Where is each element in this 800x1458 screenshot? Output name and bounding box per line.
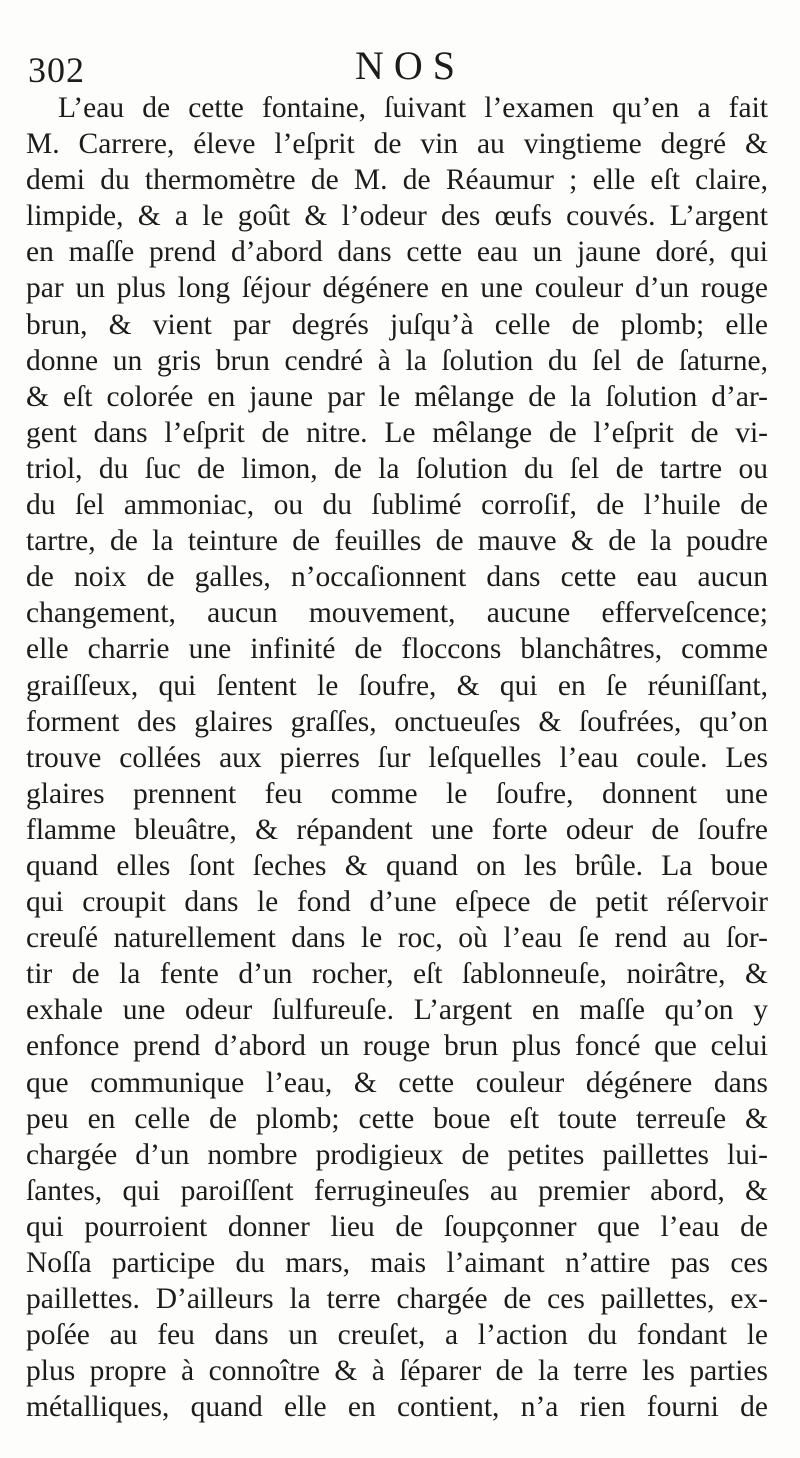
text-line: limpide, & a le goût & l’odeur des œufs couvés. L’argent <box>26 200 768 233</box>
text-line: métalliques, quand elle en contient, n’a rien fourni de <box>26 1391 768 1424</box>
text-line: M. Carrere, éleve l’eſprit de vin au vingtieme degré & <box>26 128 768 161</box>
text-line: tartre, de la teinture de feuilles de mauve & de la poudre <box>26 525 768 558</box>
text-line: creuſé naturellement dans le roc, où l’eau ſe rend au ſor- <box>26 922 768 955</box>
text-line: forment des glaires graſſes, onctueuſes & ſoufrées, qu’on <box>26 705 768 738</box>
text-line: brun, & vient par degrés juſqu’à celle de plomb; elle <box>26 308 768 341</box>
text-line: paillettes. D’ailleurs la terre chargée de ces paillettes, ex- <box>26 1283 768 1316</box>
text-line: flamme bleuâtre, & répandent une forte odeur de ſoufre <box>26 813 768 846</box>
text-line: qui croupit dans le fond d’une eſpece de petit réſervoir <box>26 886 768 919</box>
text-line: & eſt colorée en jaune par le mêlange de la ſolution d’ar- <box>26 380 768 413</box>
text-line: que communique l’eau, & cette couleur dégénere dans <box>26 1066 768 1099</box>
text-line: triol, du ſuc de limon, de la ſolution du ſel de tartre ou <box>26 452 768 485</box>
text-line: de noix de galles, n’occaſionnent dans cette eau aucun <box>26 561 768 594</box>
text-line: poſée au feu dans un creuſet, a l’action du fondant le <box>26 1319 768 1352</box>
text-line: gent dans l’eſprit de nitre. Le mêlange de l’eſprit de vi- <box>26 416 768 449</box>
text-line: exhale une odeur ſulfureuſe. L’argent en maſſe qu’on y <box>26 994 768 1027</box>
text-line: chargée d’un nombre prodigieux de petites paillettes lui- <box>26 1138 768 1171</box>
running-head: NOS <box>354 43 466 88</box>
text-line: changement, aucun mouvement, aucune efferveſcence; <box>26 597 768 630</box>
text-line: en maſſe prend d’abord dans cette eau un jaune doré, qui <box>26 236 768 269</box>
text-line: L’eau de cette fontaine, ſuivant l’examen qu’en a fait <box>58 92 768 124</box>
text-line: graiſſeux, qui ſentent le ſoufre, & qui en ſe réuniſſant, <box>26 669 768 702</box>
page-header <box>0 44 800 90</box>
text-line: plus propre à connoître & à ſéparer de la terre les parties <box>26 1355 768 1388</box>
body-text <box>26 90 768 1425</box>
text-line: demi du thermomètre de M. de Réaumur ; elle eſt claire, <box>26 164 768 197</box>
text-line: peu en celle de plomb; cette boue eſt toute terreuſe & <box>26 1102 768 1135</box>
text-line: donne un gris brun cendré à la ſolution du ſel de ſaturne, <box>26 344 768 377</box>
text-line: ſantes, qui paroiſſent ferrugineuſes au premier abord, & <box>26 1174 768 1207</box>
text-line: glaires prennent feu comme le ſoufre, donnent une <box>26 777 768 810</box>
text-line: Noſſa participe du mars, mais l’aimant n’attire pas ces <box>26 1247 768 1279</box>
text-line: elle charrie une infinité de floccons blanchâtres, comme <box>26 633 768 666</box>
text-line: trouve collées aux pierres ſur leſquelles l’eau coule. Les <box>26 741 768 774</box>
text-line: du ſel ammoniac, ou du ſublimé corroſif, de l’huile de <box>26 489 768 522</box>
text-line: tir de la fente d’un rocher, eſt ſablonneuſe, noirâtre, & <box>26 958 768 991</box>
text-line: par un plus long ſéjour dégénere en une couleur d’un rouge <box>26 272 768 305</box>
text-line: enfonce prend d’abord un rouge brun plus foncé que celui <box>26 1030 768 1063</box>
page-number: 302 <box>28 50 85 90</box>
text-line: quand elles ſont ſeches & quand on les brûle. La boue <box>26 849 768 882</box>
text-line: qui pourroient donner lieu de ſoupçonner que l’eau de <box>26 1210 768 1243</box>
